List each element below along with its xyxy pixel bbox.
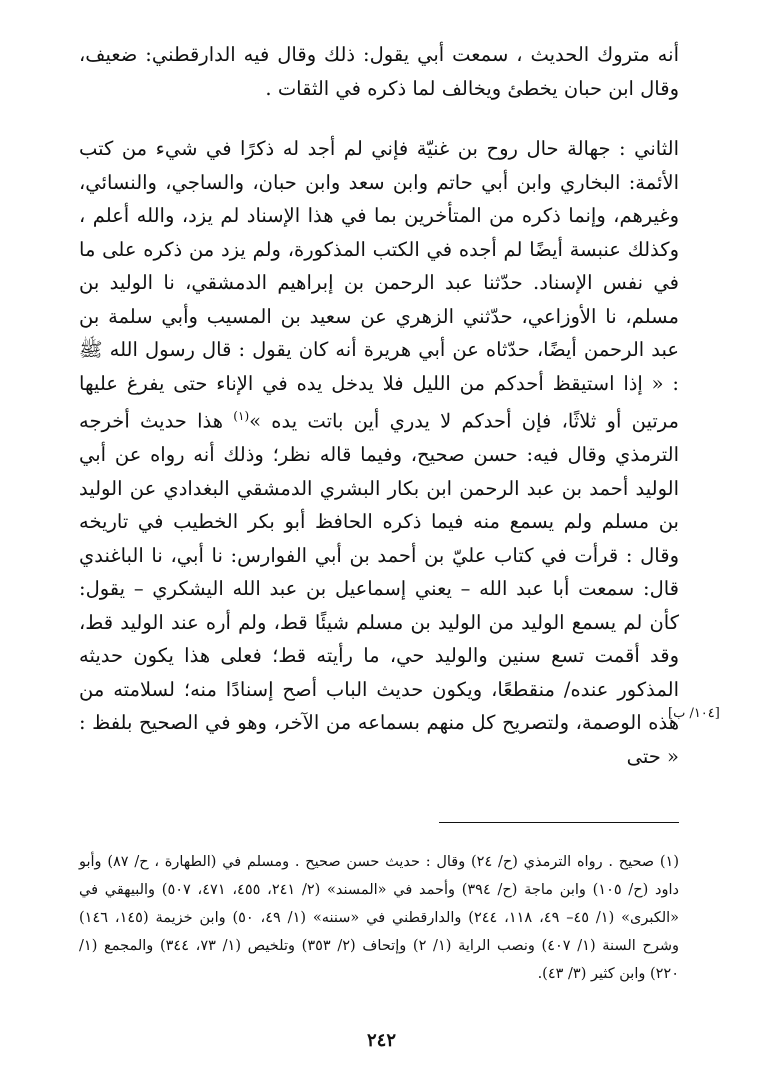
paragraph-2-text-b: هذا حديث أخرجه الترمذي وقال فيه: حسن صحيح، وفيما قاله نظر؛ وذلك أنه رواه عن أبي الوليد أحمد بن عبد الرحمن ابن بكار البشري الدمشقي البغدادي عن الوليد بن مسلم ولم يسمع منه فيما ذكره الحافظ أبو بكر الخطيب في تاريخه وقال : قرأت في كتاب عليّ بن أحمد بن أبي الفوارس: نا أبي، نا الباغندي قال: سمعت أبا عبد الله – يعني إسماعيل بن عبد الله اليشكري – يقول: كأن لم يسمع الوليد من الوليد بن مسلم شيئًا قط، ولم أره عند الوليد قط، وقد أقمت تسع سنين والوليد حي، ما رأيته قط؛ فعلى هذا يكون حديثه المذكور عنده/ منقطعًا، ويكون حديث الباب أصح إسنادًا منه؛ لسلامته من هذه الوصمة، ولتصريح كل منهم بسماعه من الآخر، وهو في الصحيح بلفظ : « حتى	[79, 409, 679, 768]
paragraph-1: أنه متروك الحديث ، سمعت أبي يقول: ذلك وقال فيه الدارقطني: ضعيف، وقال ابن حبان يخطئ ويخالف لما ذكره في الثقات .	[79, 43, 679, 100]
footnote-reference: (١)	[233, 409, 250, 423]
paragraph-2-text-a: الثاني : جهالة حال روح بن غنيّة فإني لم أجد له ذكرًا في شيء من كتب الأئمة: البخاري وابن أبي حاتم وابن سعد وابن حبان، والساجي، والنسائي، وغيرهم، وإنما ذكره من المتأخرين بما في هذا الإسناد لم يزد، والله أعلم ، وكذلك عنبسة أيضًا لم أجده في الكتب المذكورة، ولم يزد من ذكره على ما في نفس الإسناد. حدّثنا عبد الرحمن بن إبراهيم الدمشقي، نا الوليد بن مسلم، نا الأوزاعي، حدّثني الزهري عن سعيد بن المسيب وأبي سلمة بن عبد الرحمن أيضًا، حدّثاه عن أبي هريرة أنه كان يقول : قال رسول الله ﷺ : « إذا استيقظ أحدكم من الليل فلا يدخل يده في الإناء حتى يفرغ عليها مرتين أو ثلاثًا، فإن أحدكم لا يدري أين باتت يده »	[79, 137, 679, 433]
paragraph-2	[79, 132, 679, 773]
footnote-1: (١) صحيح . رواه الترمذي (ح/ ٢٤) وقال : حديث حسن صحيح . ومسلم في (الطهارة ، ح/ ٨٧) وأبو داود (ح/ ١٠٥) وابن ماجة (ح/ ٣٩٤) وأحمد في «المسند» (٢/ ٢٤١، ٤٥٥، ٤٧١، ٥٠٧) والبيهقي في «الكبرى» (١/ ٤٥– ٤٩، ١١٨، ٢٤٤) والدارقطني في «سننه» (١/ ٤٩، ٥٠) وابن خزيمة (١٤٥، ١٤٦) وشرح السنة (١/ ٤٠٧) ونصب الراية (١/ ٢) وإتحاف (٢/ ٣٥٣) وتلخيص (١/ ٧٣، ٣٤٤) والمجمع (١/ ٢٢٠) وابن كثير (٣/ ٤٣).	[79, 854, 680, 982]
page-number: ٢٤٢	[366, 1030, 396, 1051]
margin-folio-note: [١٠٤/ ب]	[668, 706, 720, 721]
footnote-separator	[439, 822, 679, 823]
